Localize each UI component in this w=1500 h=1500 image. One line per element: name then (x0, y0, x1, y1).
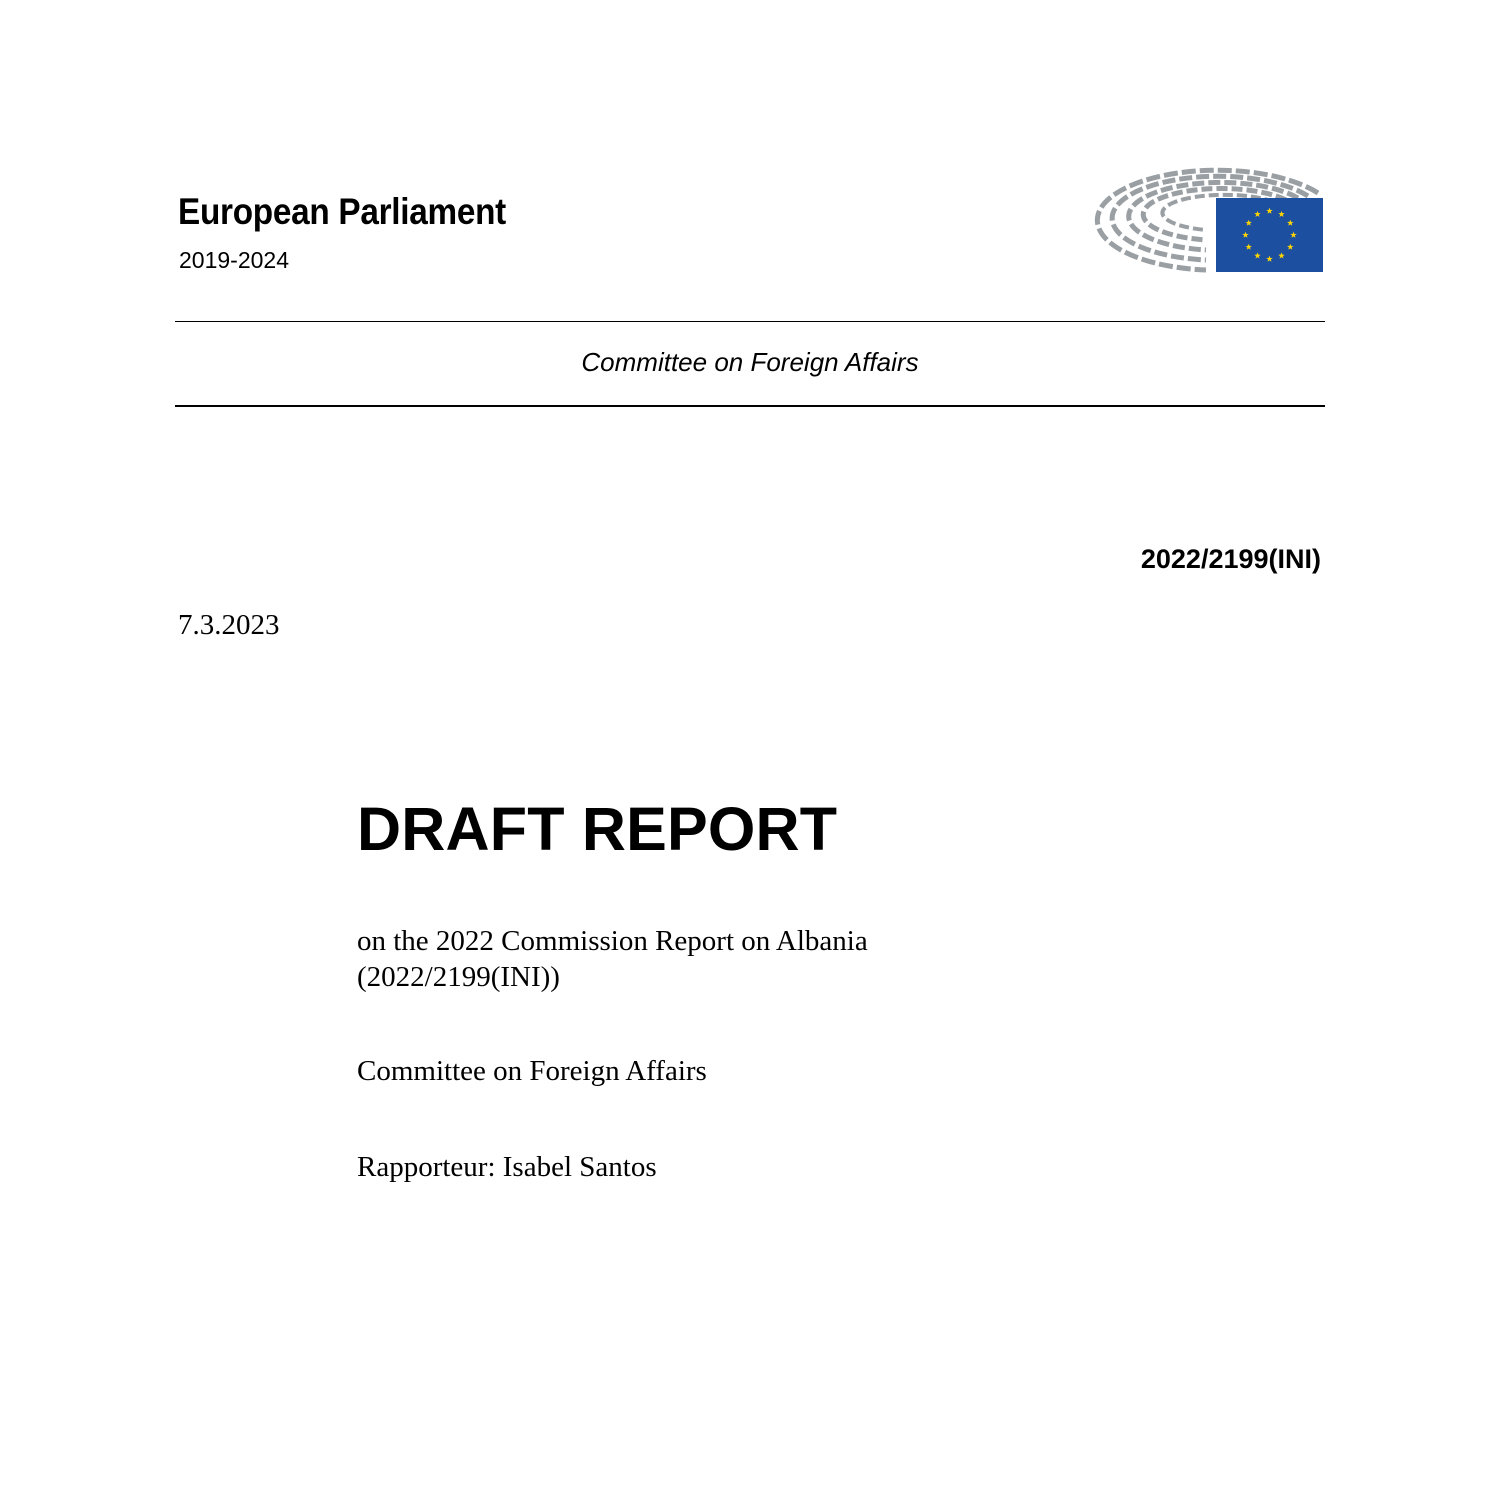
header-rule-top (175, 321, 1325, 322)
header-rule-bottom (175, 405, 1325, 407)
document-subject-line-2: (2022/2199(INI)) (357, 961, 560, 993)
document-date: 7.3.2023 (178, 609, 280, 641)
rapporteur: Rapporteur: Isabel Santos (357, 1151, 657, 1183)
responsible-committee: Committee on Foreign Affairs (357, 1055, 707, 1087)
procedure-reference: 2022/2199(INI) (1140, 544, 1321, 574)
eu-flag-icon (1216, 198, 1323, 272)
document-title: DRAFT REPORT (357, 795, 838, 863)
european-parliament-logo-icon (1088, 138, 1326, 276)
header-committee-name: Committee on Foreign Affairs (581, 347, 919, 377)
organisation-name: European Parliament (178, 191, 506, 232)
parliamentary-term: 2019-2024 (179, 247, 289, 273)
document-subject-line-1: on the 2022 Commission Report on Albania (357, 925, 868, 957)
